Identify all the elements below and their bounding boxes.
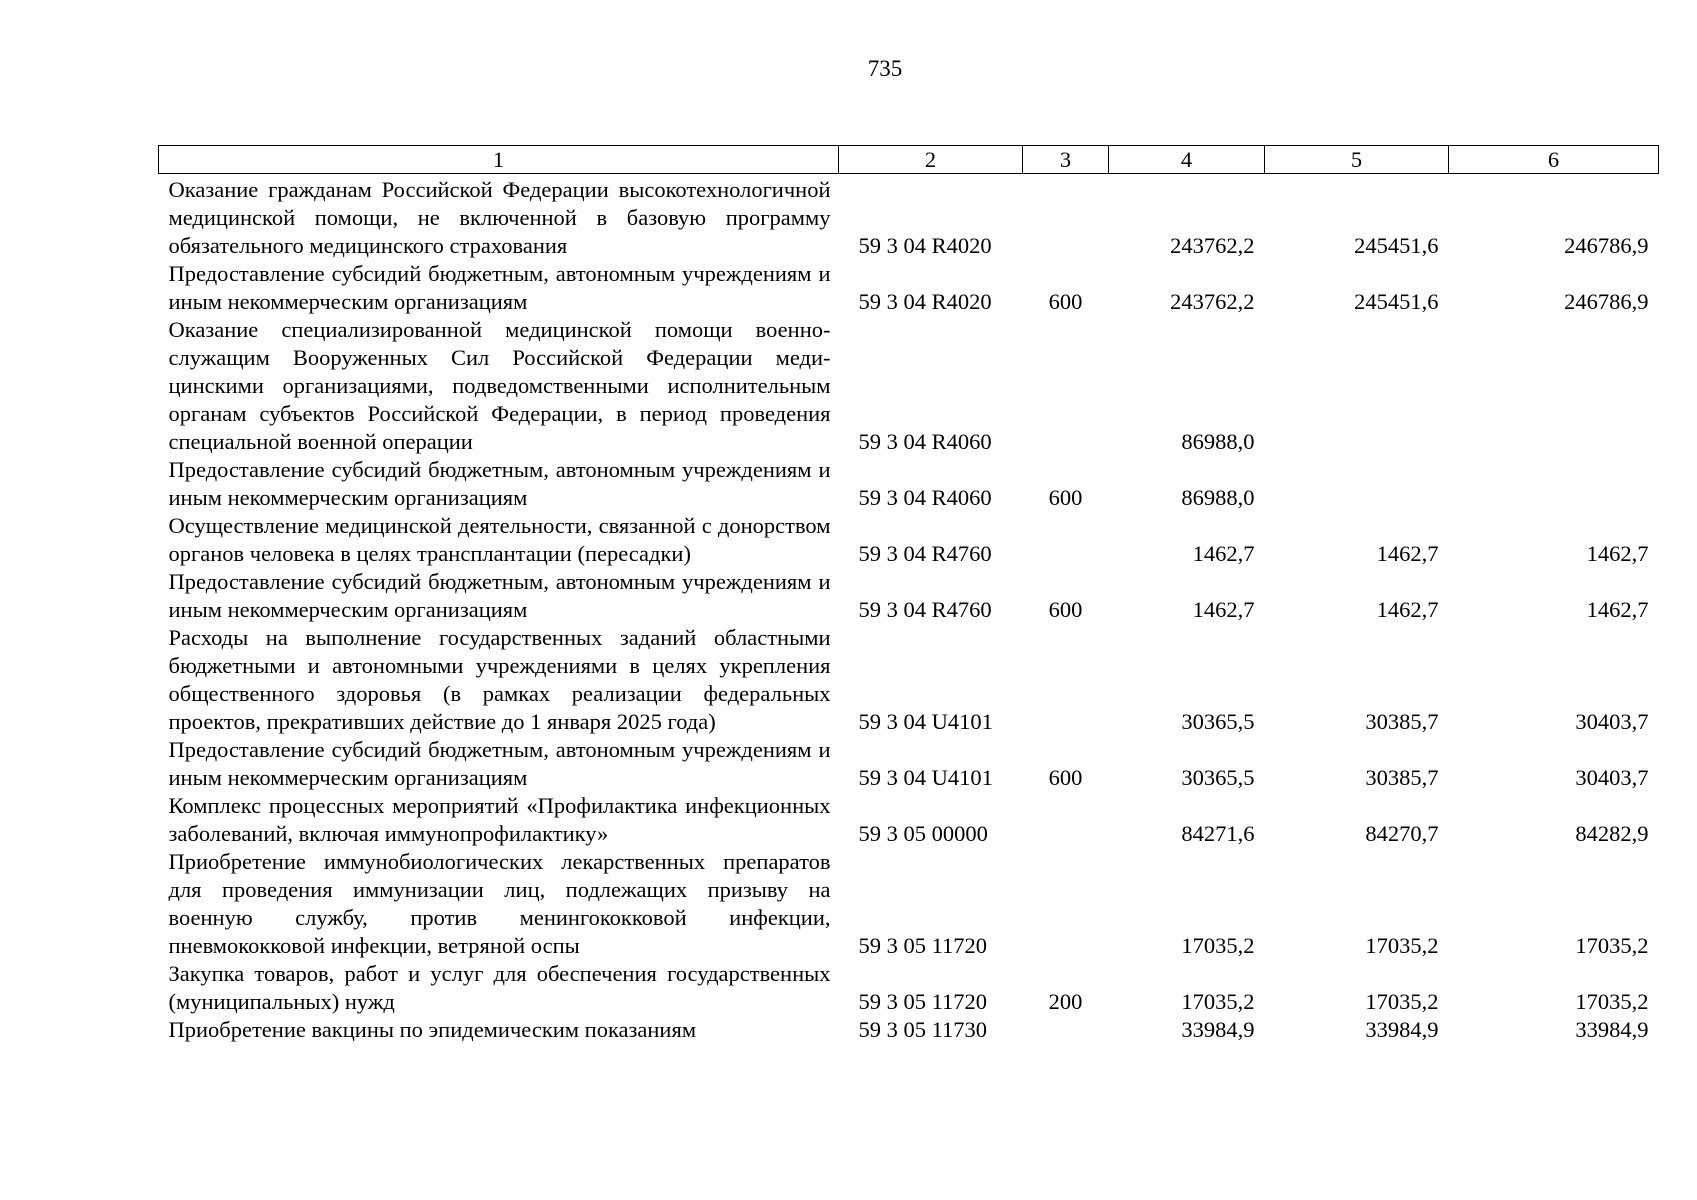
row-value-2	[1265, 316, 1449, 456]
row-name: Оказание гражданам Российской Федерации высокотехнологичной медицинской помощи, не включенной в базовую программу обязательного медицинского страхования	[168, 177, 831, 258]
row-code: 59 3 05 11720	[858, 989, 988, 1014]
row-expense-type: 600	[1048, 289, 1083, 314]
row-name: Осуществление медицинской деятельности, связанной с донорством органов человека в целях трансплантации (пересадки)	[168, 513, 831, 566]
row-value-3: 33984,9	[1575, 1017, 1649, 1042]
row-value-1: 86988,0	[1181, 429, 1255, 454]
row-value-3: 30403,7	[1575, 765, 1649, 790]
row-value-3: 84282,9	[1575, 821, 1649, 846]
row-name: Приобретение иммунобиологических лекарственных препаратов для проведения иммунизации лиц, подлежащих призыву на военную службу, против менингококковой инфекции, пневмококковой инфекции, ветряной оспы	[168, 849, 831, 958]
row-value-1: 1462,7	[1192, 541, 1255, 566]
row-name: Предоставление субсидий бюджетным, автономным учреждениям и иным некоммерческим организациям	[168, 261, 831, 314]
row-value-2: 33984,9	[1365, 1017, 1439, 1042]
row-code: 59 3 05 11720	[858, 933, 988, 958]
column-header-3: 3	[1023, 146, 1109, 174]
table-row	[159, 456, 1659, 512]
row-value-2: 30385,7	[1365, 709, 1439, 734]
table-row	[159, 512, 1659, 568]
column-header-6: 6	[1449, 146, 1659, 174]
row-expense-type: 600	[1048, 485, 1083, 510]
row-expense-type	[1023, 174, 1109, 261]
row-value-1: 243762,2	[1170, 233, 1255, 258]
row-code: 59 3 04 R4760	[858, 597, 992, 622]
row-expense-type: 200	[1048, 989, 1083, 1014]
budget-table	[158, 145, 1659, 1044]
table-row	[159, 792, 1659, 848]
table-row	[159, 1016, 1659, 1044]
row-expense-type	[1023, 1016, 1109, 1044]
row-code: 59 3 04 U4101	[858, 709, 993, 734]
row-value-1: 86988,0	[1181, 485, 1255, 510]
row-value-1: 243762,2	[1170, 289, 1255, 314]
row-expense-type: 600	[1048, 597, 1083, 622]
table-row	[159, 848, 1659, 960]
row-value-2: 245451,6	[1354, 289, 1439, 314]
column-header-2: 2	[839, 146, 1023, 174]
row-value-2: 1462,7	[1376, 597, 1439, 622]
row-value-3: 17035,2	[1575, 989, 1649, 1014]
row-value-2: 1462,7	[1376, 541, 1439, 566]
row-name: Закупка товаров, работ и услуг для обеспечения государственных (муниципальных) нужд	[168, 961, 831, 1014]
row-code: 59 3 04 R4760	[858, 541, 992, 566]
row-value-2: 245451,6	[1354, 233, 1439, 258]
table-row	[159, 260, 1659, 316]
row-code: 59 3 04 R4060	[858, 429, 992, 454]
row-code: 59 3 05 11730	[858, 1017, 988, 1042]
row-expense-type	[1023, 512, 1109, 568]
row-code: 59 3 04 R4020	[858, 289, 992, 314]
row-value-3: 246786,9	[1564, 289, 1649, 314]
row-expense-type	[1023, 792, 1109, 848]
row-value-1: 17035,2	[1181, 933, 1255, 958]
row-value-1: 33984,9	[1181, 1017, 1255, 1042]
column-header-1: 1	[159, 146, 839, 174]
row-expense-type	[1023, 316, 1109, 456]
row-value-2: 17035,2	[1365, 933, 1439, 958]
row-value-3: 1462,7	[1586, 541, 1649, 566]
table-row	[159, 316, 1659, 456]
row-name: Предоставление субсидий бюджетным, автономным учреждениям и иным некоммерческим организациям	[168, 737, 831, 790]
row-value-3: 17035,2	[1575, 933, 1649, 958]
row-expense-type	[1023, 624, 1109, 736]
row-name: Предоставление субсидий бюджетным, автономным учреждениям и иным некоммерческим организациям	[168, 569, 831, 622]
row-value-2: 17035,2	[1365, 989, 1439, 1014]
table-header-row	[159, 146, 1659, 174]
row-name: Комплекс процессных мероприятий «Профилактика инфекционных заболеваний, включая иммунопрофилактику»	[168, 793, 831, 846]
table-row	[159, 568, 1659, 624]
row-value-2: 84270,7	[1365, 821, 1439, 846]
page-number: 735	[867, 56, 903, 81]
row-name: Предоставление субсидий бюджетным, автономным учреждениям и иным некоммерческим организациям	[168, 457, 831, 510]
row-code: 59 3 05 00000	[858, 821, 988, 846]
row-name: Оказание специализированной медицинской помощи военнослужащим Вооруженных Сил Российской Федерации медицинскими организациями, подведомственными исполнительным органам субъектов Российской Федерации, в период проведения специальной военной операции	[168, 317, 831, 454]
row-expense-type: 600	[1048, 765, 1083, 790]
row-value-3	[1449, 456, 1659, 512]
row-value-1: 1462,7	[1192, 597, 1255, 622]
row-value-3: 1462,7	[1586, 597, 1649, 622]
column-header-5: 5	[1265, 146, 1449, 174]
row-code: 59 3 04 U4101	[858, 765, 993, 790]
table-row	[159, 960, 1659, 1016]
row-name: Приобретение вакцины по эпидемическим показаниям	[168, 1017, 697, 1042]
row-value-1: 30365,5	[1181, 709, 1255, 734]
row-expense-type	[1023, 848, 1109, 960]
row-value-2: 30385,7	[1365, 765, 1439, 790]
row-value-1: 17035,2	[1181, 989, 1255, 1014]
table-row	[159, 174, 1659, 261]
row-value-3: 246786,9	[1564, 233, 1649, 258]
row-value-1: 84271,6	[1181, 821, 1255, 846]
column-header-4: 4	[1109, 146, 1265, 174]
row-value-2	[1265, 456, 1449, 512]
row-value-1: 30365,5	[1181, 765, 1255, 790]
table-row	[159, 624, 1659, 736]
table-row	[159, 736, 1659, 792]
row-code: 59 3 04 R4060	[858, 485, 992, 510]
row-name: Расходы на выполнение государственных заданий областными бюджетными и автономными учреждениями в целях укрепления общественного здоровья (в рамках реализации федеральных проектов, прекративших действие до 1 января 2025 года)	[168, 625, 831, 734]
row-value-3	[1449, 316, 1659, 456]
row-code: 59 3 04 R4020	[858, 233, 992, 258]
row-value-3: 30403,7	[1575, 709, 1649, 734]
